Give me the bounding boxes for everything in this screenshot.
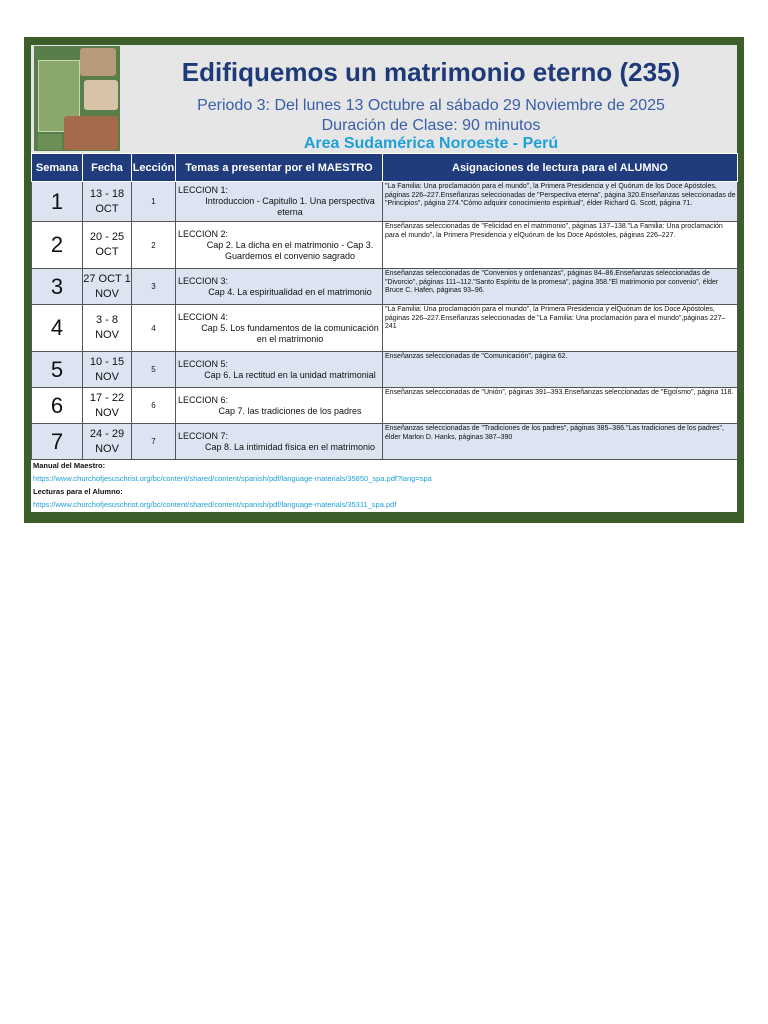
tema-title: Introduccion - Capitullo 1. Una perspectiva eterna [205,196,375,217]
table-header-row [32,154,738,182]
leccion-cell: 3 [132,269,176,305]
fecha-cell: 24 - 29 NOV [83,424,132,460]
fecha-cell: 13 - 18 OCT [83,182,132,222]
col-header-fecha: Fecha [83,154,132,182]
student-readings-label: Lecturas para el Alumno: [33,487,123,496]
col-header-temas: Temas a presentar por el MAESTRO [176,154,383,182]
fecha-cell: 27 OCT 1 NOV [83,269,132,305]
tema-heading: LECCION 2: [178,228,229,239]
tema-heading: LECCION 4: [178,311,229,322]
student-readings-link[interactable]: https://www.churchofjesuschrist.org/bc/content/shared/content/spanish/pdf/language-materials/35311_spa.pdf [33,500,397,509]
duration-text: Duración de Clase: 90 minutos [321,117,541,134]
footer-links [33,459,733,511]
semana-cell: 4 [32,305,83,352]
tema-cell [176,269,383,305]
tema-cell [176,424,383,460]
teacher-manual-link[interactable]: https://www.churchofjesuschrist.org/bc/content/shared/content/spanish/pdf/language-materials/35850_spa.pdf?lang=spa [33,474,432,483]
leccion-cell: 5 [132,352,176,388]
cover-photo-1 [80,48,116,76]
schedule-frame [24,37,744,523]
area-text: Area Sudamérica Noroeste - Perú [303,135,559,152]
tema-cell [176,182,383,222]
tema-cell [176,305,383,352]
semana-cell: 7 [32,424,83,460]
semana-cell: 3 [32,269,83,305]
tema-title: Cap 2. La dicha en el matrimonio - Cap 3. Guardemos el convenio sagrado [206,239,374,261]
tema-heading: LECCION 7: [178,430,229,441]
tema-title: Cap 6. La rectitud en la unidad matrimonial [204,369,376,380]
table-row [32,424,738,460]
leccion-cell: 7 [132,424,176,460]
col-header-semana: Semana [32,154,83,182]
header-band [31,45,737,153]
leccion-cell: 1 [132,182,176,222]
period-text: Periodo 3: Del lunes 13 Octubre al sábado 29 Noviembre de 2025 [197,97,665,114]
tema-heading: LECCION 5: [178,358,229,369]
tema-title: Cap 5. Los fundamentos de la comunicación en el matrimonio [201,322,379,344]
fecha-cell: 3 - 8 NOV [83,305,132,352]
asignacion-cell: Enseñanzas seleccionadas de "Felicidad en el matrimonio", páginas 137–138."La Familia: Una proclamación para el mundo", la Primera Presidencia y elQuórum de los Doce Apóstoles, páginas 226–227. [383,222,738,269]
leccion-cell: 6 [132,388,176,424]
tema-cell [176,352,383,388]
asignacion-cell: "La Familia: Una proclamación para el mundo", la Primera Presidencia y elQuórum de los Doce Apóstoles, páginas 226–227.Enseñanzas seleccionadas de "La Familia: Una proclamación para el mundo",páginas 227–241 [383,305,738,352]
schedule-sheet [31,45,737,512]
semana-cell: 2 [32,222,83,269]
table-row [32,222,738,269]
semana-cell: 6 [32,388,83,424]
table-row [32,388,738,424]
page-title: Edifiquemos un matrimonio eterno (235) [181,57,681,87]
asignacion-cell: Enseñanzas seleccionadas de "Convenios y ordenanzas", páginas 84–86.Enseñanzas seleccionadas de "Divorcio", páginas 111–112."Santo Espíritu de la promesa", página 358."El matrimonio por convenio", élder Bruce C. Hafen, páginas 93–96. [383,269,738,305]
tema-cell [176,388,383,424]
tema-title: Cap 8. La intimidad física en el matrimonio [204,441,376,452]
leccion-cell: 2 [132,222,176,269]
tema-heading: LECCION 1: [178,185,229,195]
asignacion-cell: Enseñanzas seleccionadas de "Tradiciones de los padres", páginas 385–386."Las tradiciones de los padres", élder Marlon D. Hanks, páginas 387–390 [383,424,738,460]
tema-heading: LECCION 6: [178,394,229,405]
cover-photo-2 [84,80,118,110]
tema-title: Cap 4. La espiritualidad en el matrimonio [208,286,372,297]
col-header-leccion: Lección [132,154,176,182]
semana-cell: 1 [32,182,83,222]
tema-cell [176,222,383,269]
cover-photo-3 [64,116,118,150]
table-row [32,269,738,305]
leccion-cell: 4 [132,305,176,352]
asignacion-cell: "La Familia: Una proclamación para el mundo", la Primera Presidencia y el Quórum de los Doce Apóstoles, páginas 226–227.Enseñanzas seleccionadas de "Perspectiva eterna", página 320.Enseñanzas seleccionadas de "Principios", página 274."Cómo adquirir conocimiento espiritual", élder Richard G. Scott, página 71. [383,182,738,222]
col-header-asignaciones: Asignaciones de lectura para el ALUMNO [383,154,738,182]
table-row [32,182,738,222]
table-row [32,305,738,352]
fecha-cell: 20 - 25 OCT [83,222,132,269]
asignacion-cell: Enseñanzas seleccionadas de "Comunicación", página 62. [383,352,738,388]
cover-photo-4 [38,134,62,150]
manual-cover-image [34,46,120,151]
fecha-cell: 10 - 15 NOV [83,352,132,388]
tema-title: Cap 7. las tradiciones de los padres [218,405,362,416]
teacher-manual-label: Manual del Maestro: [33,461,106,470]
tema-heading: LECCION 3: [178,275,229,286]
semana-cell: 5 [32,352,83,388]
asignacion-cell: Enseñanzas seleccionadas de "Unión", páginas 391–393.Enseñanzas seleccionadas de "Egoísmo", página 118. [383,388,738,424]
schedule-table [31,153,738,460]
fecha-cell: 17 - 22 NOV [83,388,132,424]
table-row [32,352,738,388]
